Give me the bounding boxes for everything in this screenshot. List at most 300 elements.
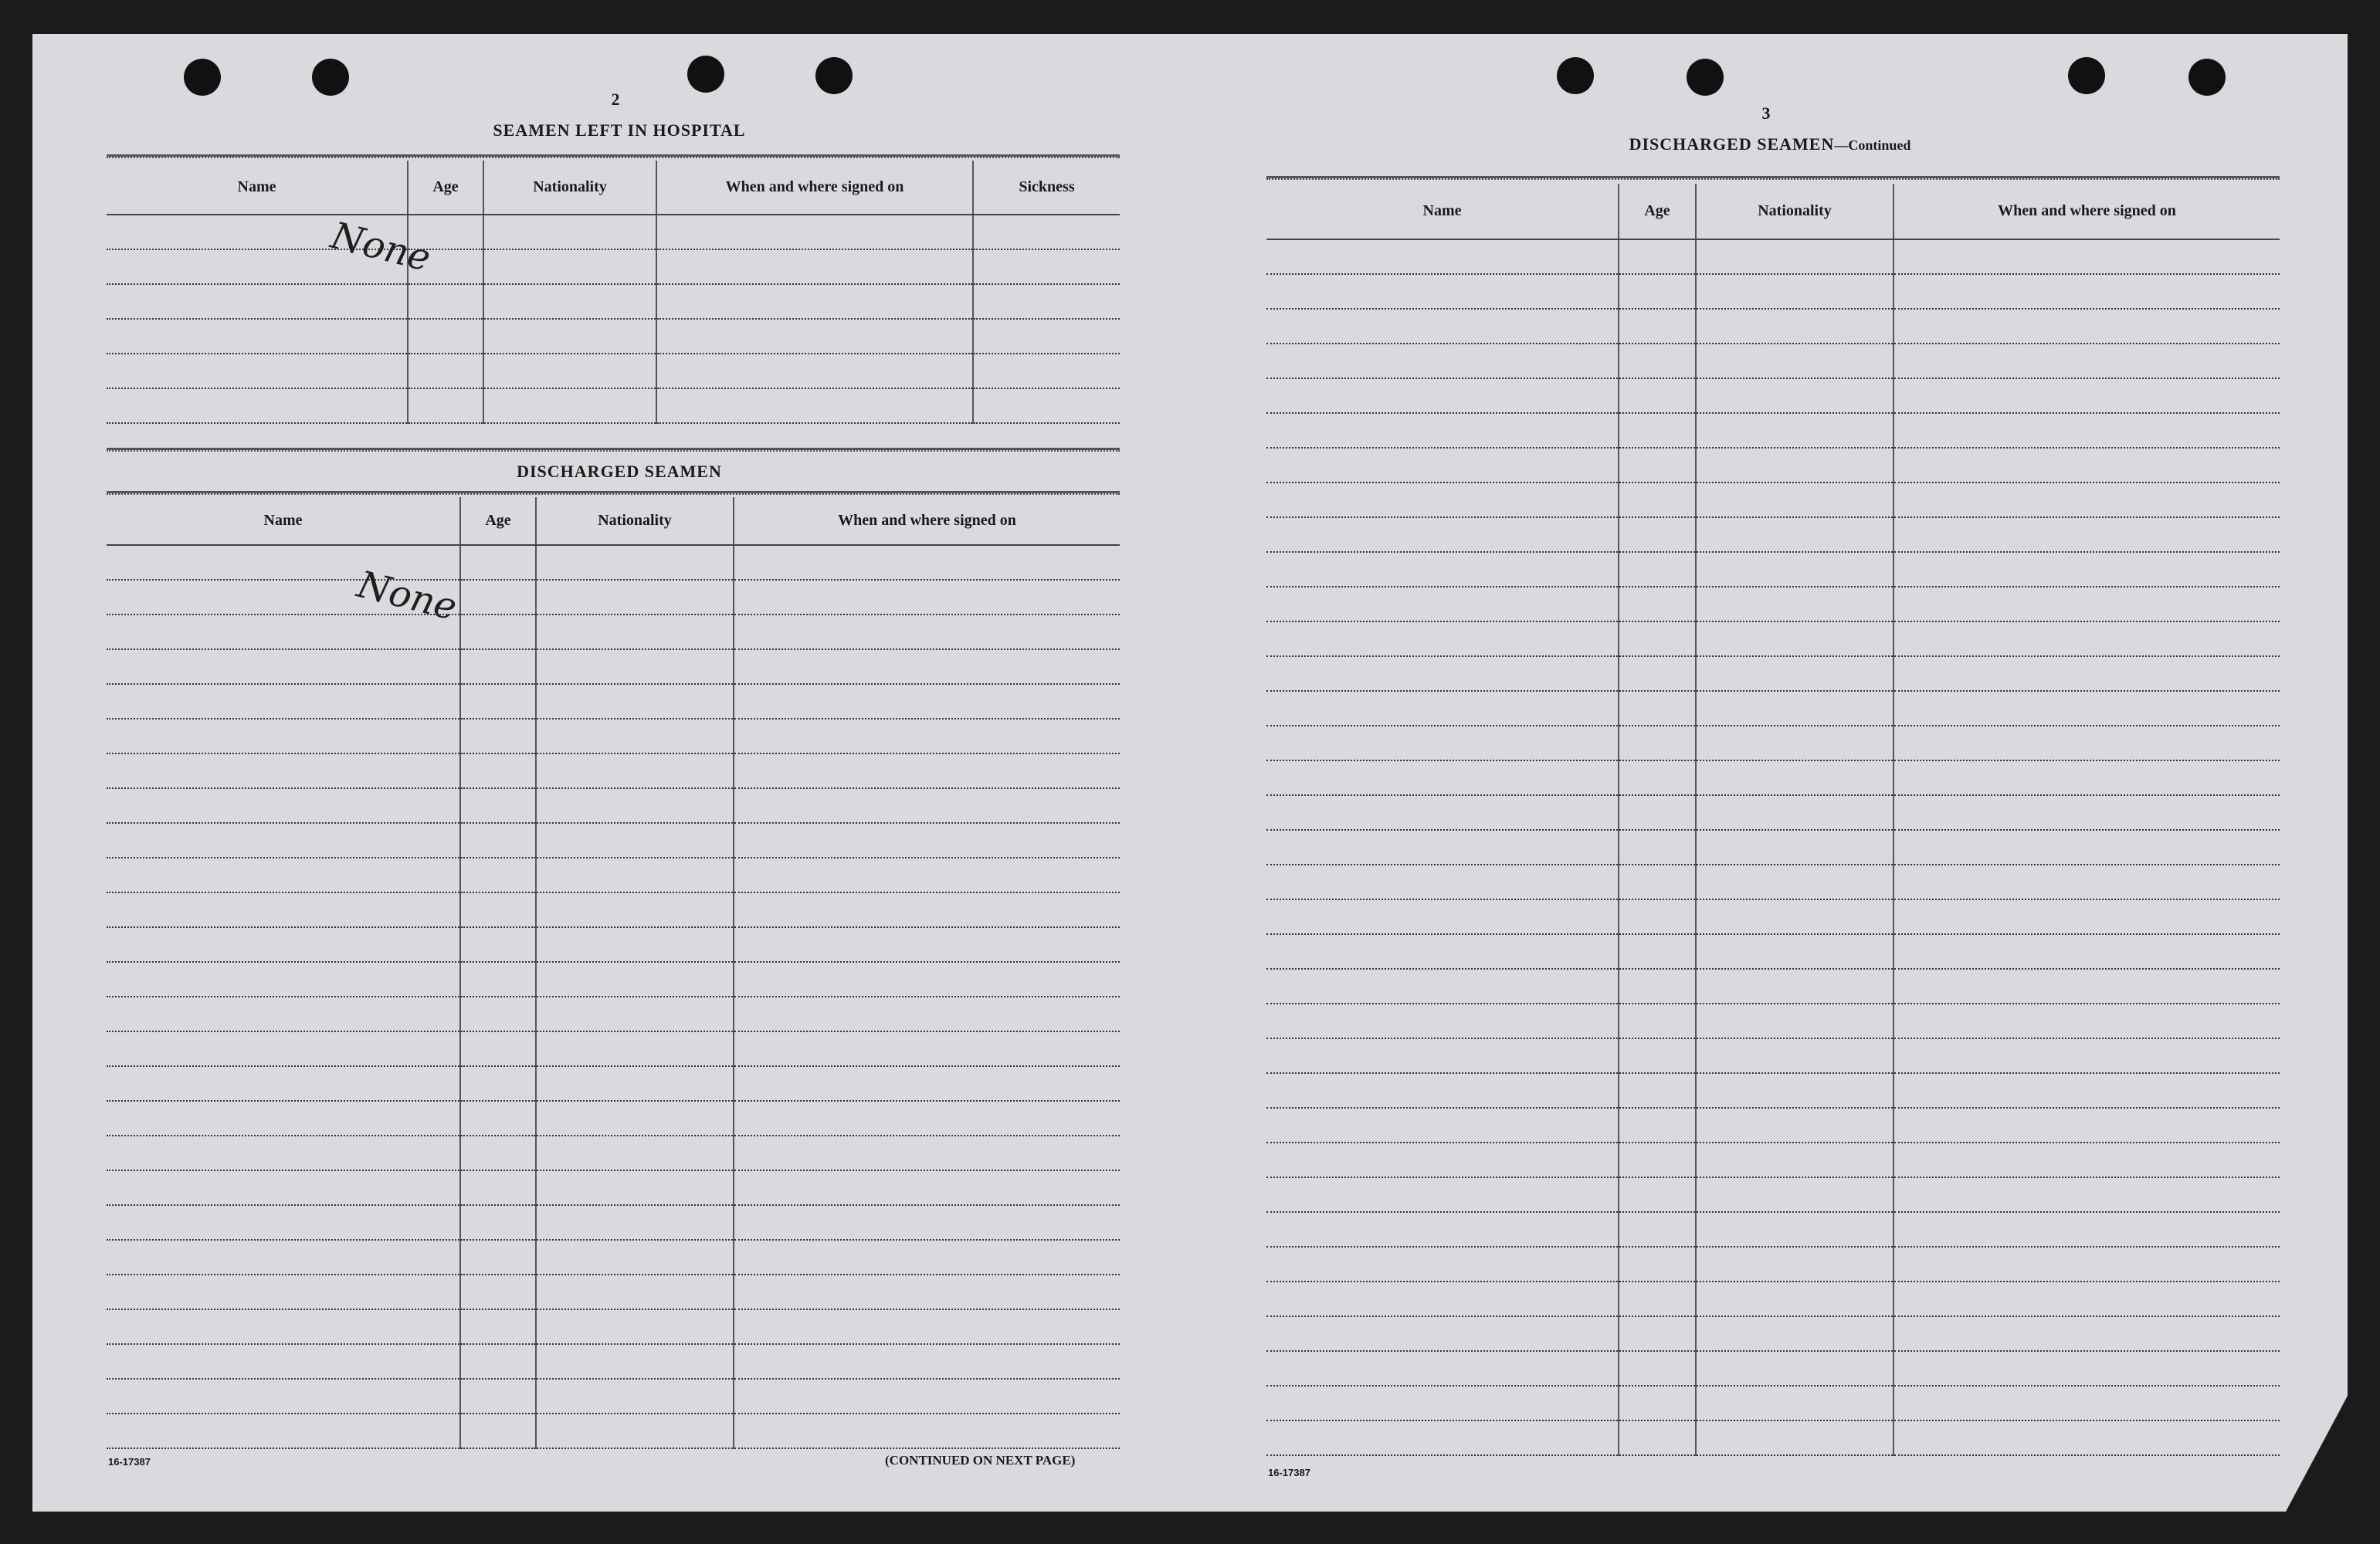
blank-form-cell [1619,1038,1696,1073]
blank-form-cell [1619,1386,1696,1420]
blank-form-row [1266,344,2280,378]
blank-form-cell [1266,934,1619,969]
blank-form-cell [1893,1038,2280,1073]
blank-form-row [1266,795,2280,830]
blank-form-cell [483,215,656,249]
blank-form-cell [734,1136,1120,1170]
discharged-table-left [107,497,1120,1449]
blank-form-row [107,1170,1120,1205]
blank-form-cell [1266,239,1619,274]
blank-form-row [1266,1247,2280,1282]
blank-form-row [1266,1143,2280,1177]
blank-form-cell [1619,309,1696,344]
blank-form-row [107,249,1120,284]
blank-form-cell [1696,1351,1893,1386]
blank-form-row [107,1240,1120,1275]
blank-form-cell [1619,1004,1696,1038]
blank-form-cell [408,284,483,319]
blank-form-cell [1696,482,1893,517]
blank-form-cell [734,823,1120,858]
blank-form-cell [1696,865,1893,899]
blank-form-cell [734,858,1120,892]
blank-form-cell [734,1170,1120,1205]
discharged-title-text: DISCHARGED SEAMEN [1629,134,1835,154]
blank-form-row [1266,830,2280,865]
blank-form-cell [1266,795,1619,830]
blank-form-cell [460,1101,536,1136]
blank-form-cell [107,1066,460,1101]
blank-form-cell [1696,517,1893,552]
blank-form-cell [734,1379,1120,1414]
blank-form-cell [536,719,734,753]
blank-form-cell [107,962,460,997]
blank-form-row [107,354,1120,388]
section-rule [1266,176,2280,180]
blank-form-cell [1619,656,1696,691]
blank-form-cell [1893,795,2280,830]
blank-form-cell [734,1344,1120,1379]
blank-form-cell [460,1066,536,1101]
blank-form-cell [1893,1351,2280,1386]
blank-form-row [107,1275,1120,1309]
blank-form-cell [1266,517,1619,552]
blank-form-cell [1893,656,2280,691]
blank-form-row [107,997,1120,1031]
blank-form-cell [107,1240,460,1275]
blank-form-cell [1266,830,1619,865]
blank-form-cell [1266,1004,1619,1038]
blank-form-cell [1696,413,1893,448]
blank-form-cell [408,354,483,388]
blank-form-cell [1696,552,1893,587]
blank-form-cell [1266,1316,1619,1351]
blank-form-cell [107,997,460,1031]
discharged-none-entry: None [353,563,462,629]
blank-form-cell [107,719,460,753]
blank-form-cell [734,684,1120,719]
blank-form-row [1266,1420,2280,1455]
blank-form-cell [536,1240,734,1275]
discharged-rows-left [107,545,1120,1448]
blank-form-cell [536,788,734,823]
blank-form-cell [1266,587,1619,621]
blank-form-cell [460,788,536,823]
blank-form-row [107,719,1120,753]
blank-form-cell [107,1031,460,1066]
blank-form-cell [1619,1108,1696,1143]
blank-form-cell [1696,587,1893,621]
blank-form-cell [1619,969,1696,1004]
blank-form-cell [973,319,1120,354]
blank-form-cell [1619,1316,1696,1351]
blank-form-cell [107,1379,460,1414]
blank-form-cell [536,892,734,927]
blank-form-cell [1696,1316,1893,1351]
blank-form-row [107,388,1120,423]
blank-form-cell [1266,448,1619,482]
blank-form-cell [1266,1177,1619,1212]
blank-form-cell [460,1309,536,1344]
blank-form-row [1266,726,2280,760]
blank-form-row [107,1344,1120,1379]
blank-form-row [1266,865,2280,899]
blank-form-cell [1266,1247,1619,1282]
blank-form-cell [734,615,1120,649]
blank-form-cell [1619,1212,1696,1247]
blank-form-cell [536,1136,734,1170]
blank-form-row [107,927,1120,962]
blank-form-cell [1266,691,1619,726]
blank-form-cell [1619,1247,1696,1282]
blank-form-cell [1266,1073,1619,1108]
blank-form-cell [1893,1386,2280,1420]
folded-corner [2286,1396,2348,1512]
blank-form-cell [1266,899,1619,934]
blank-form-cell [1266,656,1619,691]
blank-form-cell [1696,274,1893,309]
blank-form-cell [483,249,656,284]
blank-form-row [107,788,1120,823]
blank-form-cell [1893,1247,2280,1282]
blank-form-cell [1696,969,1893,1004]
blank-form-cell [107,927,460,962]
blank-form-cell [483,388,656,423]
blank-form-cell [1893,378,2280,413]
blank-form-cell [460,1379,536,1414]
blank-form-row [1266,1282,2280,1316]
blank-form-cell [1266,760,1619,795]
blank-form-cell [1893,691,2280,726]
blank-form-row [107,892,1120,927]
blank-form-cell [1696,1073,1893,1108]
blank-form-cell [1266,413,1619,448]
blank-form-cell [1893,344,2280,378]
blank-form-cell [1893,1143,2280,1177]
blank-form-cell [1266,1143,1619,1177]
blank-form-cell [1266,726,1619,760]
blank-form-cell [107,892,460,927]
hospital-none-entry: None [327,214,436,280]
blank-form-row [107,823,1120,858]
page-number: 3 [1761,103,1771,123]
blank-form-cell [1619,830,1696,865]
column-header-age: Age [1619,184,1696,239]
blank-form-cell [107,823,460,858]
column-header-signed-on: When and where signed on [1893,184,2280,239]
blank-form-cell [1893,413,2280,448]
blank-form-cell [1266,969,1619,1004]
blank-form-cell [1619,1282,1696,1316]
blank-form-row [1266,274,2280,309]
blank-form-cell [536,1309,734,1344]
blank-form-cell [536,927,734,962]
blank-form-row [107,1205,1120,1240]
blank-form-cell [460,545,536,580]
blank-form-cell [1696,1282,1893,1316]
blank-form-cell [1619,621,1696,656]
blank-form-cell [734,545,1120,580]
blank-form-cell [1619,482,1696,517]
blank-form-cell [734,753,1120,788]
blank-form-cell [483,284,656,319]
blank-form-cell [656,284,973,319]
blank-form-row [1266,1351,2280,1386]
blank-form-cell [408,388,483,423]
blank-form-cell [536,1066,734,1101]
blank-form-cell [460,1240,536,1275]
blank-form-cell [1619,1420,1696,1455]
document-sheet [32,34,2348,1512]
blank-form-row [1266,1073,2280,1108]
blank-form-cell [536,1101,734,1136]
blank-form-cell [536,1414,734,1448]
blank-form-row [107,1309,1120,1344]
blank-form-cell [536,1275,734,1309]
blank-form-cell [1893,899,2280,934]
blank-form-row [1266,413,2280,448]
blank-form-row [1266,448,2280,482]
blank-form-cell [1893,1108,2280,1143]
blank-form-cell [1266,378,1619,413]
column-header-nationality: Nationality [536,497,734,545]
blank-form-cell [1893,1420,2280,1455]
blank-form-cell [536,823,734,858]
blank-form-cell [1893,517,2280,552]
blank-form-cell [1696,830,1893,865]
blank-form-cell [1696,1420,1893,1455]
blank-form-row [1266,552,2280,587]
blank-form-cell [1696,1212,1893,1247]
blank-form-row [1266,760,2280,795]
blank-form-row [1266,656,2280,691]
blank-form-cell [460,1031,536,1066]
blank-form-cell [107,858,460,892]
blank-form-cell [1619,934,1696,969]
blank-form-cell [1619,691,1696,726]
blank-form-cell [1266,344,1619,378]
blank-form-cell [107,1275,460,1309]
column-header-name: Name [1266,184,1619,239]
blank-form-row [107,1414,1120,1448]
blank-form-cell [1893,482,2280,517]
blank-form-cell [1696,1143,1893,1177]
discharged-section-title: DISCHARGED SEAMEN [517,462,722,481]
blank-form-cell [1893,1316,2280,1351]
blank-form-cell [1266,1386,1619,1420]
blank-form-cell [734,962,1120,997]
blank-form-cell [973,354,1120,388]
blank-form-cell [1893,1212,2280,1247]
blank-form-row [1266,1316,2280,1351]
blank-form-cell [460,1414,536,1448]
blank-form-cell [1893,1073,2280,1108]
blank-form-cell [460,1170,536,1205]
column-header-name: Name [107,497,460,545]
blank-form-row [107,753,1120,788]
blank-form-row [107,649,1120,684]
blank-form-cell [1266,482,1619,517]
blank-form-cell [1266,1212,1619,1247]
blank-form-cell [107,1309,460,1344]
section-rule [107,491,1120,495]
blank-form-cell [734,1066,1120,1101]
blank-form-cell [107,788,460,823]
blank-form-cell [734,649,1120,684]
blank-form-row [107,1101,1120,1136]
blank-form-cell [1266,1420,1619,1455]
blank-form-row [1266,1177,2280,1212]
blank-form-cell [734,580,1120,615]
right-page [1191,34,2348,1512]
blank-form-cell [107,354,408,388]
blank-form-cell [107,649,460,684]
blank-form-cell [656,249,973,284]
blank-form-cell [1893,274,2280,309]
column-header-age: Age [460,497,536,545]
blank-form-row [107,1379,1120,1414]
blank-form-cell [107,753,460,788]
blank-form-cell [656,215,973,249]
blank-form-row [107,684,1120,719]
blank-form-cell [1893,309,2280,344]
section-rule [107,154,1120,158]
blank-form-cell [1696,1247,1893,1282]
blank-form-cell [460,1205,536,1240]
blank-form-row [107,1031,1120,1066]
blank-form-cell [1619,1073,1696,1108]
blank-form-cell [734,788,1120,823]
blank-form-cell [734,1031,1120,1066]
blank-form-cell [483,319,656,354]
blank-form-cell [1893,830,2280,865]
blank-form-cell [656,354,973,388]
blank-form-cell [107,1344,460,1379]
blank-form-cell [973,284,1120,319]
blank-form-row [1266,239,2280,274]
column-header-signed-on: When and where signed on [734,497,1120,545]
blank-form-cell [536,1170,734,1205]
column-header-age: Age [408,161,483,215]
blank-form-cell [734,1205,1120,1240]
blank-form-cell [1266,1351,1619,1386]
blank-form-cell [1893,621,2280,656]
blank-form-cell [107,1170,460,1205]
discharged-table-right [1266,184,2280,1456]
blank-form-cell [1696,239,1893,274]
blank-form-cell [460,1344,536,1379]
blank-form-cell [973,388,1120,423]
blank-form-cell [1619,1351,1696,1386]
blank-form-cell [536,858,734,892]
hospital-section-title: SEAMEN LEFT IN HOSPITAL [493,120,746,140]
blank-form-cell [460,719,536,753]
continued-note: (CONTINUED ON NEXT PAGE) [885,1453,1076,1468]
blank-form-row [107,615,1120,649]
blank-form-cell [1696,726,1893,760]
blank-form-cell [536,1031,734,1066]
blank-form-cell [460,858,536,892]
blank-form-row [1266,1004,2280,1038]
blank-form-row [1266,1038,2280,1073]
blank-form-cell [734,1309,1120,1344]
blank-form-cell [536,1344,734,1379]
blank-form-cell [734,1101,1120,1136]
column-header-nationality: Nationality [483,161,656,215]
blank-form-row [1266,378,2280,413]
blank-form-cell [1619,726,1696,760]
blank-form-cell [1619,413,1696,448]
blank-form-cell [107,319,408,354]
blank-form-row [1266,309,2280,344]
blank-form-cell [460,962,536,997]
blank-form-cell [460,1275,536,1309]
blank-form-cell [1619,378,1696,413]
blank-form-cell [1696,378,1893,413]
blank-form-row [1266,691,2280,726]
blank-form-cell [107,615,460,649]
blank-form-cell [1619,552,1696,587]
column-header-nationality: Nationality [1696,184,1893,239]
blank-form-row [1266,969,2280,1004]
blank-form-cell [460,580,536,615]
blank-form-cell [734,1414,1120,1448]
blank-form-cell [460,649,536,684]
blank-form-cell [1893,934,2280,969]
column-header-name: Name [107,161,408,215]
blank-form-cell [734,892,1120,927]
blank-form-cell [734,997,1120,1031]
blank-form-cell [1619,239,1696,274]
blank-form-cell [536,753,734,788]
column-header-signed-on: When and where signed on [656,161,973,215]
blank-form-cell [107,1101,460,1136]
blank-form-cell [1696,1108,1893,1143]
blank-form-cell [1619,899,1696,934]
blank-form-cell [107,1136,460,1170]
blank-form-cell [460,615,536,649]
blank-form-cell [1696,621,1893,656]
blank-form-cell [1696,1386,1893,1420]
blank-form-row [107,284,1120,319]
hospital-rows [107,215,1120,423]
blank-form-cell [107,284,408,319]
blank-form-row [107,858,1120,892]
blank-form-row [1266,621,2280,656]
blank-form-cell [656,388,973,423]
form-number: 16-17387 [1268,1467,1310,1478]
blank-form-row [1266,482,2280,517]
blank-form-row [1266,1386,2280,1420]
blank-form-cell [536,545,734,580]
blank-form-cell [1619,1143,1696,1177]
blank-form-cell [107,388,408,423]
blank-form-cell [536,997,734,1031]
blank-form-cell [460,684,536,719]
blank-form-cell [734,719,1120,753]
page-number: 2 [611,90,620,109]
blank-form-cell [483,354,656,388]
blank-form-cell [1619,1177,1696,1212]
blank-form-cell [734,1240,1120,1275]
blank-form-cell [107,1205,460,1240]
form-number: 16-17387 [108,1456,151,1468]
blank-form-cell [536,649,734,684]
blank-form-cell [1266,309,1619,344]
blank-form-cell [1893,239,2280,274]
blank-form-row [107,319,1120,354]
blank-form-cell [1696,1004,1893,1038]
blank-form-row [1266,587,2280,621]
